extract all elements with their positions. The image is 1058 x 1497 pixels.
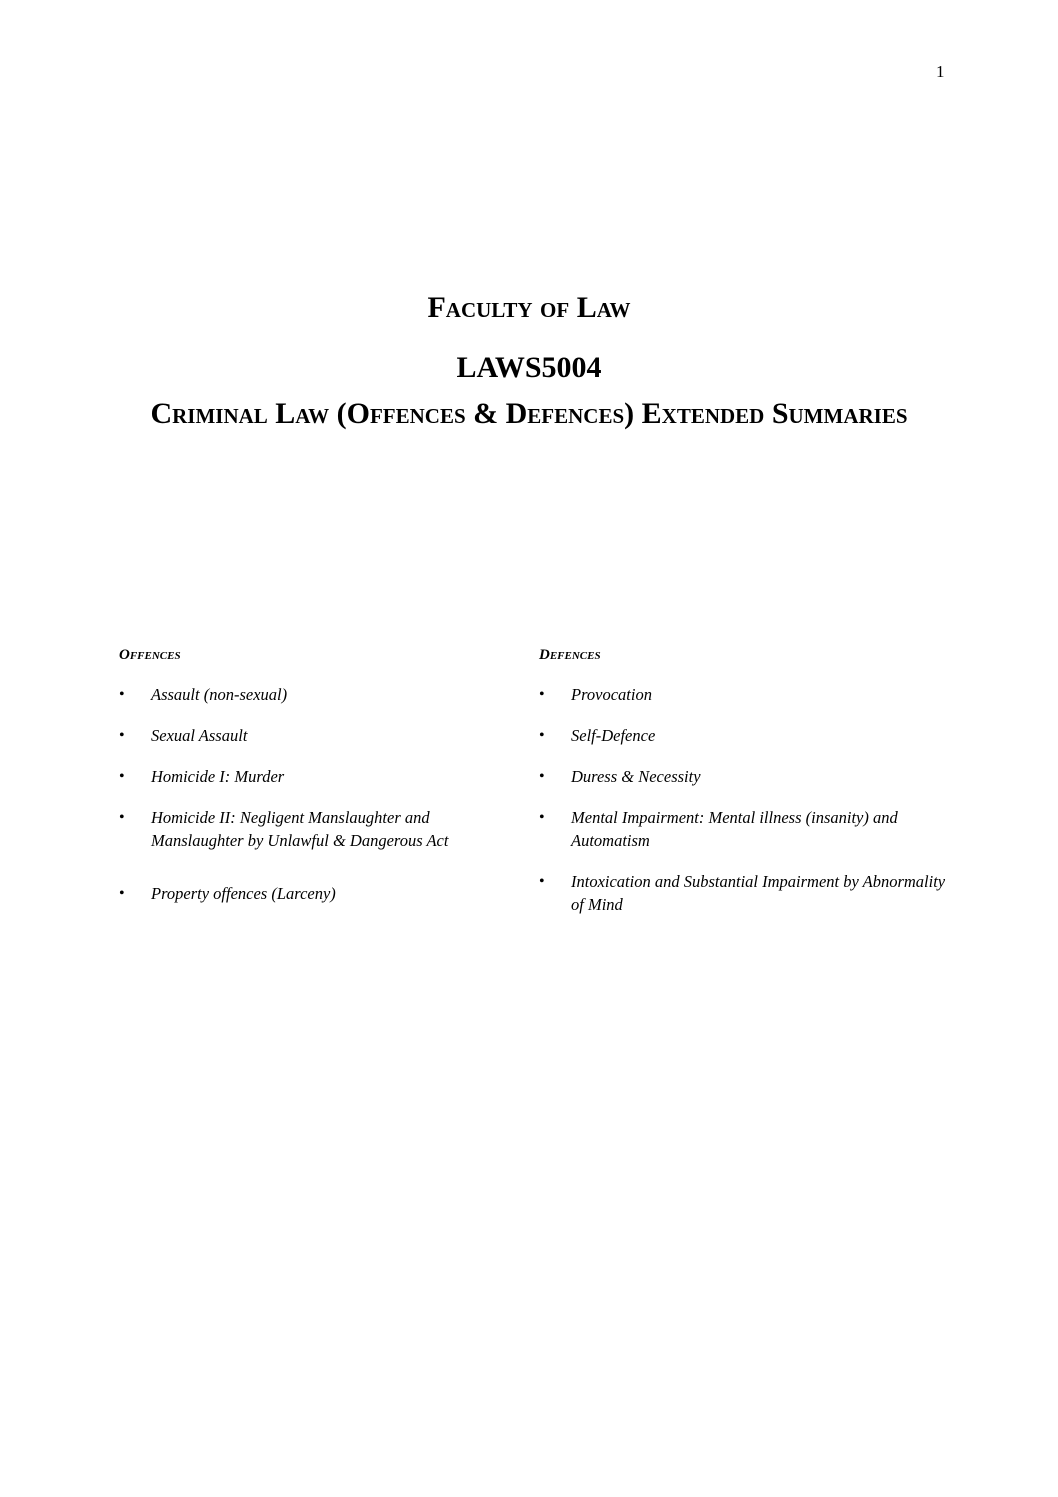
bullet-icon: • xyxy=(119,885,125,902)
course-title: Criminal Law (Offences & Defences) Extended Summaries xyxy=(150,397,908,430)
title-block xyxy=(0,288,1058,436)
defence-item: Self-Defence xyxy=(571,726,656,745)
bullet-icon: • xyxy=(539,727,545,744)
list-item xyxy=(119,765,519,788)
offences-heading: Offences xyxy=(119,647,181,663)
bullet-icon: • xyxy=(119,727,125,744)
list-item xyxy=(119,683,519,706)
list-item xyxy=(539,806,959,852)
offence-item: Assault (non-sexual) xyxy=(151,685,288,704)
offence-item: Homicide II: Negligent Manslaughter and Manslaughter by Unlawful & Dangerous Act xyxy=(151,808,449,850)
list-item xyxy=(539,683,959,706)
list-item xyxy=(119,806,519,852)
defences-list xyxy=(539,683,959,916)
bullet-icon: • xyxy=(539,768,545,785)
list-item xyxy=(539,765,959,788)
bullet-icon: • xyxy=(539,686,545,703)
list-item xyxy=(539,724,959,747)
bullet-icon: • xyxy=(119,768,125,785)
bullet-icon: • xyxy=(539,873,545,890)
defence-item: Provocation xyxy=(571,685,652,704)
offence-item: Sexual Assault xyxy=(151,726,248,745)
defences-heading: Defences xyxy=(539,647,601,663)
list-item xyxy=(539,870,959,916)
faculty-title: Faculty of Law xyxy=(427,291,631,324)
defence-item: Duress & Necessity xyxy=(571,767,701,786)
page-number: 1 xyxy=(936,62,945,81)
defence-item: Mental Impairment: Mental illness (insanity) and Automatism xyxy=(571,808,898,850)
offences-list xyxy=(119,683,519,905)
offences-column xyxy=(119,645,519,923)
list-item xyxy=(119,724,519,747)
course-code: LAWS5004 xyxy=(456,351,602,384)
bullet-icon: • xyxy=(539,809,545,826)
offence-item: Property offences (Larceny) xyxy=(151,884,336,903)
bullet-icon: • xyxy=(119,809,125,826)
offence-item: Homicide I: Murder xyxy=(151,767,285,786)
list-item xyxy=(119,882,519,905)
defences-column xyxy=(539,645,959,934)
bullet-icon: • xyxy=(119,686,125,703)
defence-item: Intoxication and Substantial Impairment by Abnormality of Mind xyxy=(571,872,946,914)
